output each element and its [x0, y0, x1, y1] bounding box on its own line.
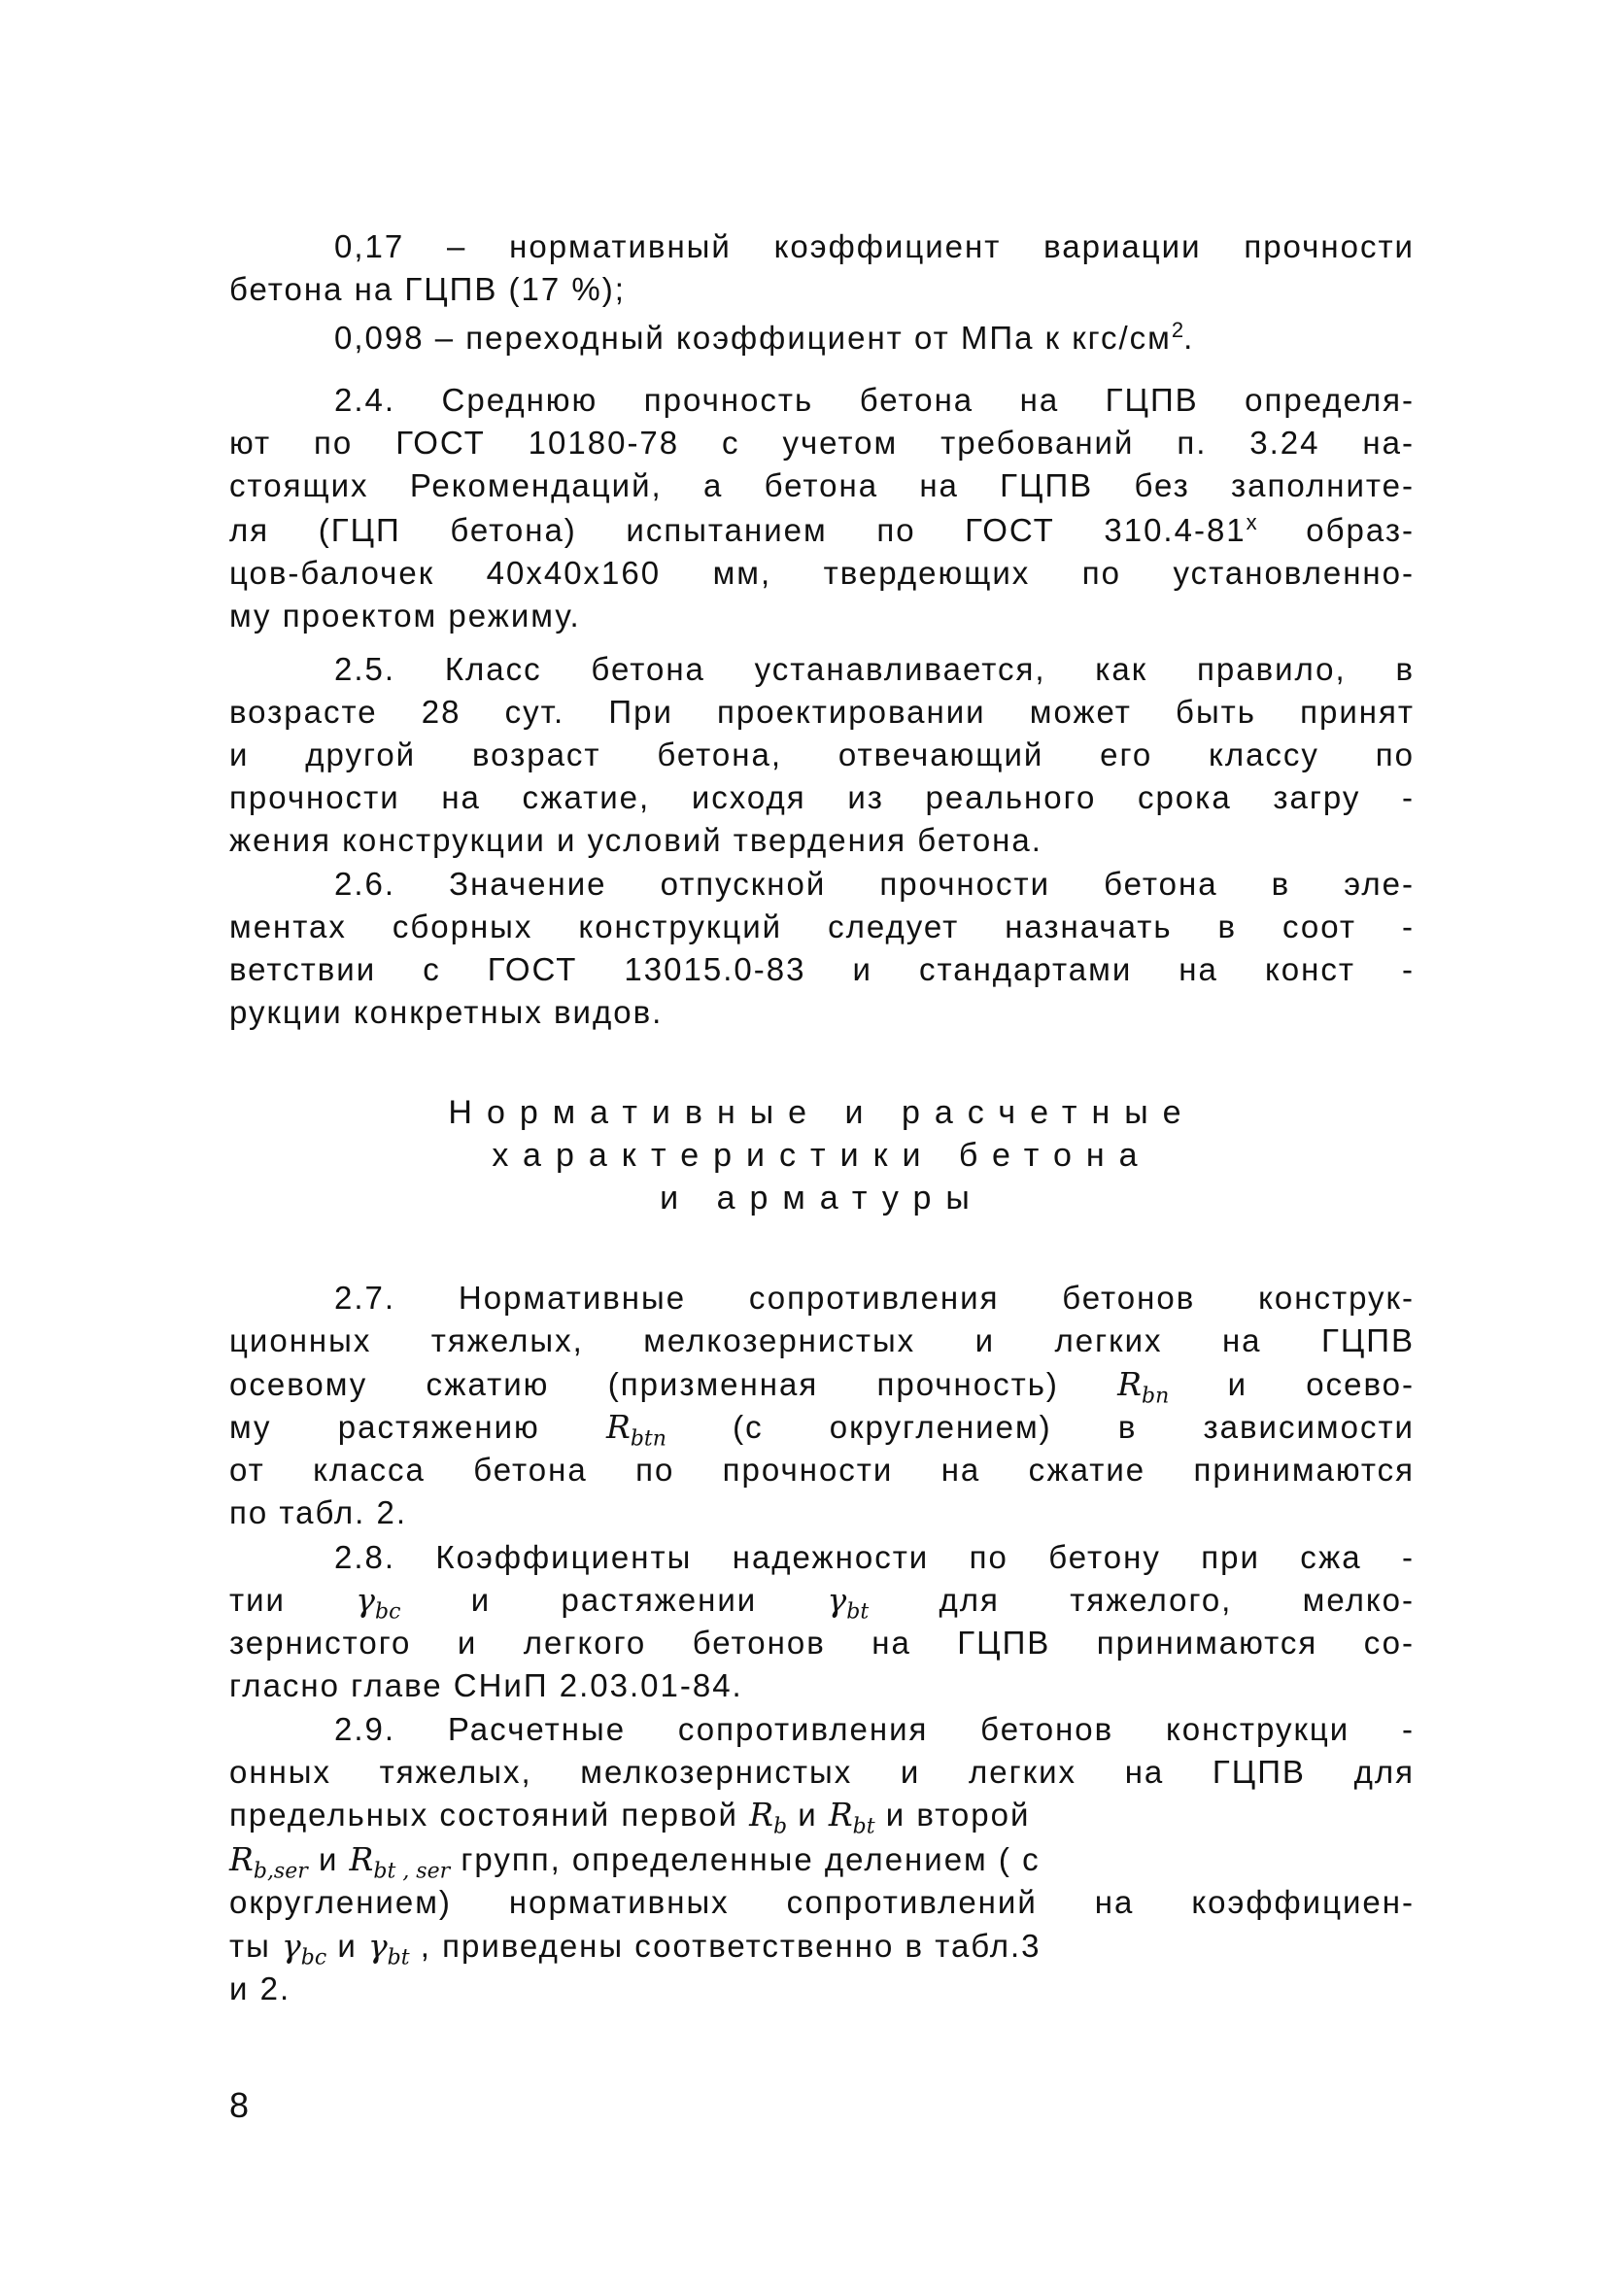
text-line: ют по ГОСТ 10180-78 с учетом требований п. 3.24 на-	[229, 425, 1415, 461]
text-line: му растяжению $R_{btn}$ (с округлением) в зависимости	[229, 1408, 1415, 1452]
symbol-r-b: $R_b$	[749, 1796, 788, 1839]
symbol-r-btn: $R_{btn}$	[605, 1408, 666, 1452]
text-line: ментах сборных конструкций следует назначать в соот -	[229, 908, 1415, 944]
text-line: предельных состояний первой $R_b$ и $R_{bt}$ и второй	[229, 1796, 1031, 1839]
section-heading: Нормативные и расчетные	[448, 1094, 1196, 1131]
text-line: 2.8. Коэффициенты надежности по бетону при сжа -	[334, 1539, 1415, 1575]
text-line: $R_{b,ser}$ и $R_{bt , ser}$ групп, определенные делением ( с	[229, 1840, 1041, 1884]
text-line: онных тяжелых, мелкозернистых и легких на ГЦПВ для	[229, 1754, 1415, 1790]
text-line: зернистого и легкого бетонов на ГЦПВ принимаются со-	[229, 1625, 1415, 1661]
text-line: стоящих Рекомендаций, а бетона на ГЦПВ без заполните-	[229, 467, 1415, 503]
text-line: ты $\gamma_{bc}$ и $\gamma_{bt}$ , приведены соответственно в табл.3	[229, 1927, 1042, 1970]
text-line: округлением) нормативных сопротивлений на коэффициен-	[229, 1884, 1415, 1920]
text-line: цов-балочек 40х40х160 мм, твердеющих по установленно-	[229, 555, 1415, 591]
text-line: гласно главе СНиП 2.03.01-84.	[229, 1667, 743, 1703]
text-line: 0,17 – нормативный коэффициент вариации прочности	[334, 228, 1415, 264]
symbol-r-bt-ser: $R_{bt , ser}$	[349, 1840, 451, 1884]
text-line: ционных тяжелых, мелкозернистых и легких на ГЦПВ	[229, 1322, 1415, 1358]
text-line: 2.9. Расчетные сопротивления бетонов конструкци -	[334, 1711, 1415, 1747]
text-line: от класса бетона по прочности на сжатие принимаются	[229, 1452, 1415, 1488]
text-line: 0,098 – переходный коэффициент от МПа к кгс/$см^2$.	[334, 318, 1195, 356]
text-line: 2.6. Значение отпускной прочности бетона в эле-	[334, 866, 1415, 902]
symbol-r-bn: $R_{bn}$	[1117, 1365, 1170, 1409]
text-line: жения конструкции и условий твердения бетона.	[229, 822, 1042, 858]
text-line: ветствии с ГОСТ 13015.0-83 и стандартами на конст -	[229, 951, 1415, 987]
text-line: осевому сжатию (призменная прочность) $R_{bn}$ и осево-	[229, 1365, 1415, 1409]
text-line: 2.4. Среднюю прочность бетона на ГЦПВ определя-	[334, 382, 1415, 418]
text-line: ля (ГЦП бетона) испытанием по ГОСТ $310.4-81^х$ образ-	[229, 510, 1415, 548]
text-line: прочности на сжатие, исходя из реального срока загру -	[229, 779, 1415, 815]
text-line: бетона на ГЦПВ (17 %);	[229, 271, 626, 307]
text-line: и 2.	[229, 1970, 291, 2006]
symbol-r-b-ser: $R_{b,ser}$	[229, 1840, 308, 1884]
text-line: возрасте 28 сут. При проектировании может быть принят	[229, 694, 1415, 730]
symbol-gamma-bc: $\gamma_{bc}$	[282, 1927, 327, 1970]
symbol-gamma-bt: $\gamma_{bt}$	[827, 1581, 870, 1625]
section-heading: и арматуры	[660, 1180, 984, 1217]
symbol-gamma-bc: $\gamma_{bc}$	[356, 1581, 401, 1625]
text-line: и другой возраст бетона, отвечающий его классу по	[229, 737, 1415, 772]
symbol-r-bt: $R_{bt}$	[828, 1796, 875, 1839]
text-line: тии $\gamma_{bc}$ и растяжении $\gamma_{bt}$ для тяжелого, мелко-	[229, 1581, 1415, 1625]
text-line: 2.7. Нормативные сопротивления бетонов конструк-	[334, 1280, 1415, 1316]
page-number: 8	[229, 2085, 250, 2125]
section-heading: характеристики бетона	[492, 1137, 1152, 1174]
text-line: рукции конкретных видов.	[229, 994, 664, 1030]
symbol-gamma-bt: $\gamma_{bt}$	[367, 1927, 410, 1970]
text-line: му проектом режиму.	[229, 598, 581, 634]
text-line: по табл. 2.	[229, 1494, 408, 1530]
text-line: 2.5. Класс бетона устанавливается, как правило, в	[334, 651, 1415, 687]
